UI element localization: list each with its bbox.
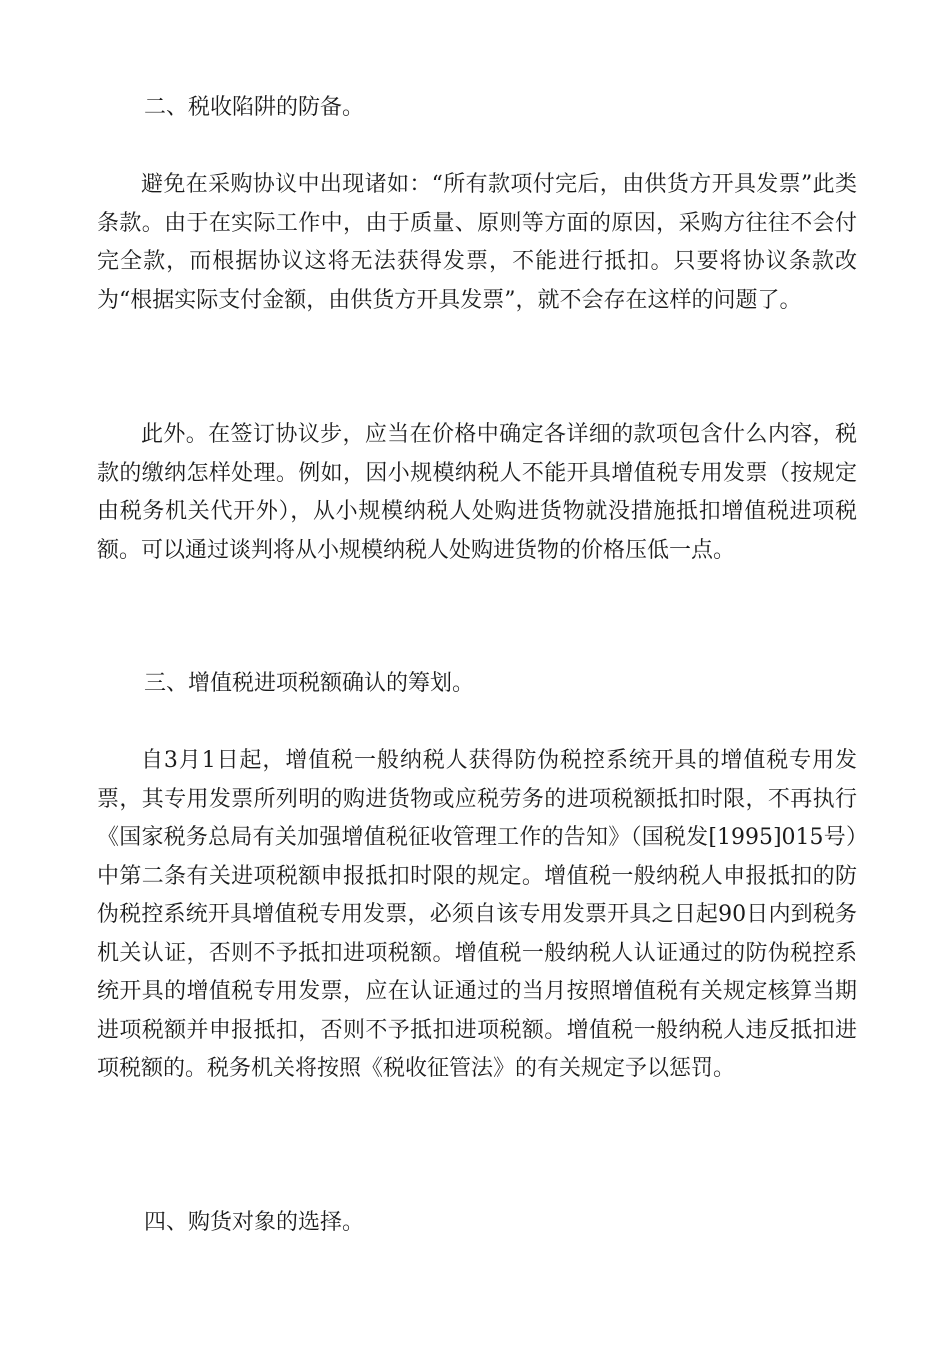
- section-heading-input-tax-confirmation: 三、增值税进项税额确认的筹划。: [144, 671, 475, 696]
- section-heading-supplier-selection: 四、购货对象的选择。: [144, 1210, 365, 1235]
- paragraph-input-tax-deduction-rules: 自3月1日起，增值税一般纳税人获得防伪税控系统开具的增值税专用发票，其专用发票所列明的购进货物或应税劳务的进项税额抵扣时限，不再执行《国家税务总局有关加强增值税征收管理工作的告知》（国税发[1995]015号）中第二条有关进项税额申报抵扣时限的规定。增值税一般纳税人申报抵扣的防伪税控系统开具增值税专用发票，必须自该专用发票开具之日起90日内到税务机关认证，否则不予抵扣进项税额。增值税一般纳税人认证通过的防伪税控系统开具的增值税专用发票，应在认证通过的当月按照增值税有关规定核算当期进项税额并申报抵扣，否则不予抵扣进项税额。增值税一般纳税人违反抵扣进项税额的。税务机关将按照《税收征管法》的有关规定予以惩罚。: [97, 748, 857, 1081]
- paragraph-purchase-agreement-clause: 避免在采购协议中出现诸如：“所有款项付完后，由供货方开具发票”此类条款。由于在实际工作中，由于质量、原则等方面的原因，采购方往往不会付完全款，而根据协议这将无法获得发票，不能进行抵扣。只要将协议条款改为“根据实际支付金额，由供货方开具发票”，就不会存在这样的问题了。: [97, 172, 857, 313]
- paragraph-price-negotiation: 此外。在签订协议步，应当在价格中确定各详细的款项包含什么内容，税款的缴纳怎样处理。例如，因小规模纳税人不能开具增值税专用发票（按规定由税务机关代开外），从小规模纳税人处购进货物就没措施抵扣增值税进项税额。可以通过谈判将从小规模纳税人处购进货物的价格压低一点。: [97, 422, 857, 563]
- section-heading-tax-trap-prevention: 二、税收陷阱的防备。: [144, 95, 365, 120]
